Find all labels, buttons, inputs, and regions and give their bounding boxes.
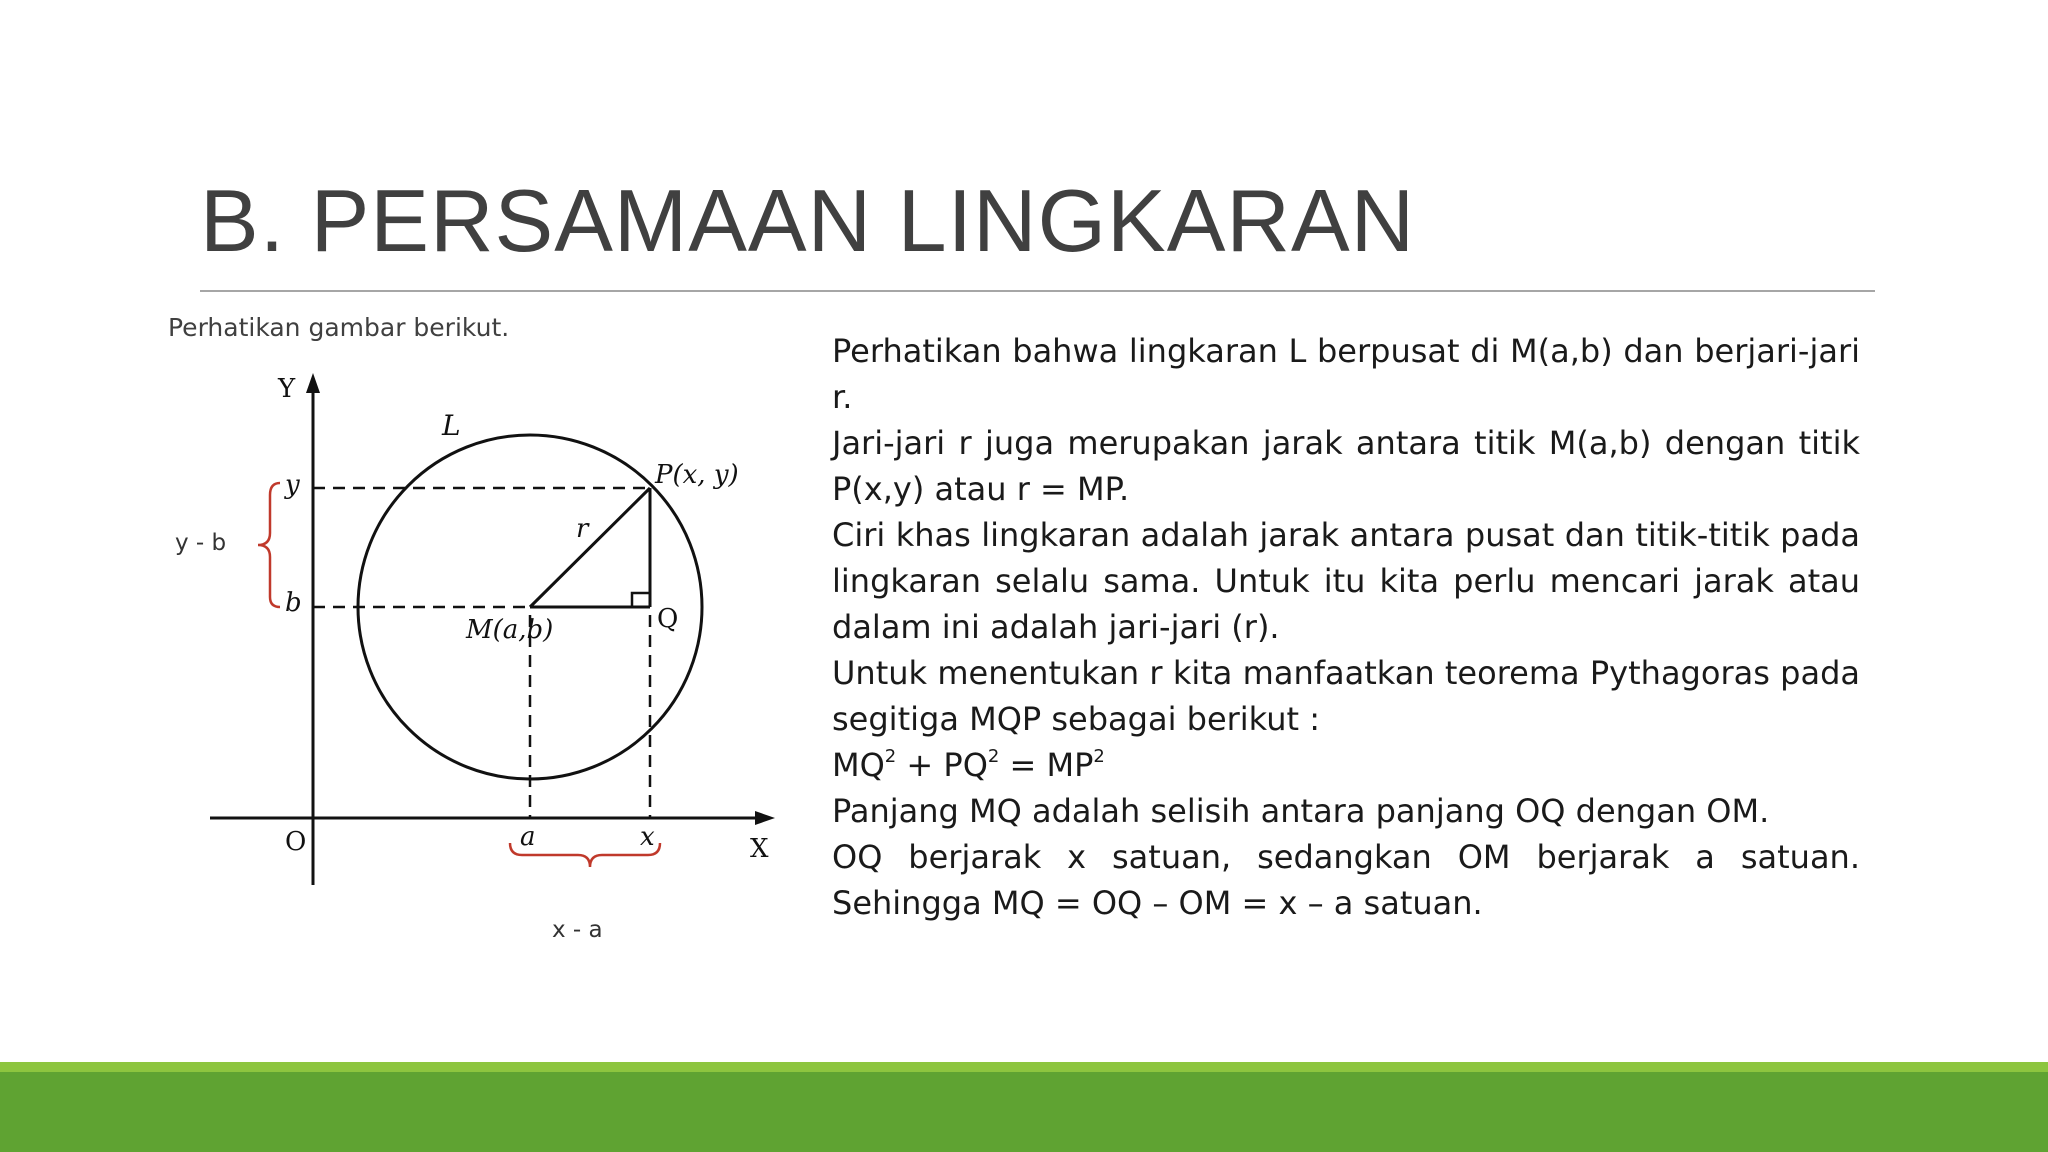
label-circle-l: L: [442, 409, 461, 442]
right-angle-mark: [632, 593, 650, 607]
tick-label-b: b: [285, 588, 302, 618]
pythagoras-formula: [832, 742, 1860, 788]
formula-mq: MQ: [832, 746, 885, 784]
paragraph-6: OQ berjarak x satuan, sedangkan OM berjarak a satuan. Sehingga MQ = OQ – OM = x – a satuan.: [832, 838, 1860, 922]
tick-label-x: x: [640, 822, 655, 852]
paragraph-2: Jari-jari r juga merupakan jarak antara titik M(a,b) dengan titik P(x,y) atau r = MP.: [832, 424, 1860, 508]
formula-sq-3: 2: [1093, 746, 1105, 767]
label-origin: O: [285, 827, 307, 857]
footer-band-light: [0, 1062, 2048, 1072]
label-radius: r: [576, 514, 589, 544]
formula-pq: + PQ: [896, 746, 988, 784]
formula-sq-1: 2: [884, 746, 897, 767]
paragraph-5: Panjang MQ adalah selisih antara panjang OQ dengan OM.: [832, 792, 1770, 830]
brace-label-x-a: x - a: [552, 917, 603, 943]
label-point-p: P(x, y): [655, 460, 739, 490]
label-center-m: M(a,b): [466, 615, 554, 645]
paragraph-1: Perhatikan bahwa lingkaran L berpusat di M(a,b) dan berjari-jari r.: [832, 332, 1860, 416]
label-point-q: Q: [657, 604, 679, 634]
radius-line: [530, 488, 650, 607]
label-x-axis: X: [750, 834, 769, 864]
circle-diagram: [160, 305, 800, 965]
y-axis-arrow: [306, 373, 320, 393]
brace-y-b: [258, 483, 280, 607]
slide-title: B. PERSAMAAN LINGKARAN: [200, 171, 1416, 270]
x-axis-arrow: [755, 811, 775, 825]
tick-label-y: y: [285, 470, 300, 500]
tick-label-a: a: [520, 822, 536, 852]
circle-figure: [160, 305, 800, 965]
title-divider: [200, 290, 1875, 292]
figure-caption: Perhatikan gambar berikut.: [168, 313, 510, 342]
explanation-text: [832, 328, 1860, 926]
formula-sq-2: 2: [987, 746, 1000, 767]
brace-label-y-b: y - b: [175, 530, 227, 556]
footer-band-dark: [0, 1072, 2048, 1152]
paragraph-3: Ciri khas lingkaran adalah jarak antara pusat dan titik-titik pada lingkaran selalu sama. Untuk itu kita perlu mencari jarak atau dalam ini adalah jari-jari (r).: [832, 516, 1860, 646]
paragraph-4: Untuk menentukan r kita manfaatkan teorema Pythagoras pada segitiga MQP sebagai berikut :: [832, 654, 1860, 738]
formula-mp: = MP: [999, 746, 1094, 784]
label-y-axis: Y: [278, 374, 296, 404]
